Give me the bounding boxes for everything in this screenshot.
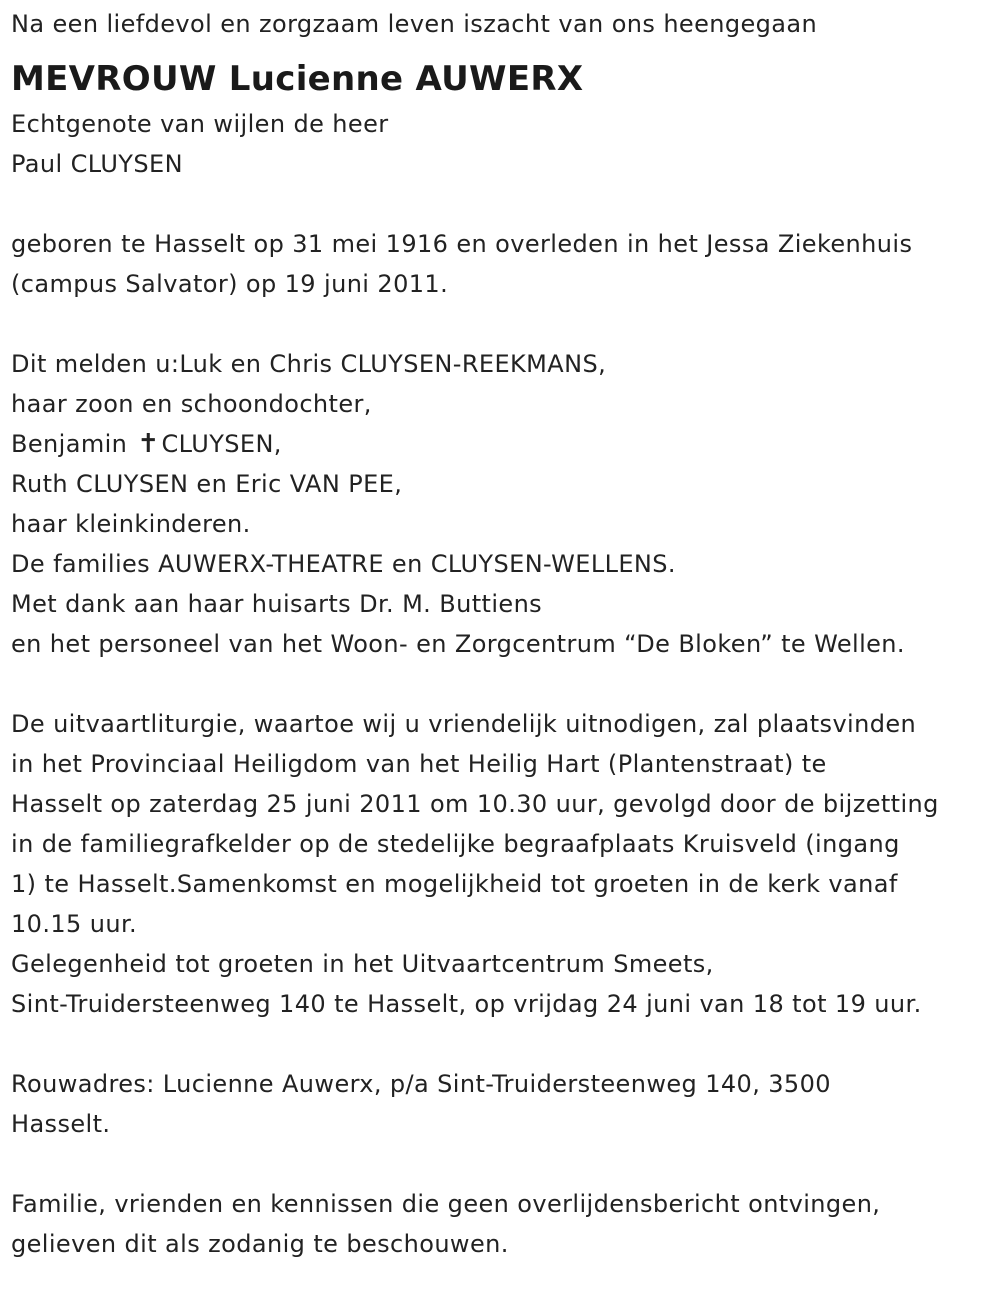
family-line-3 bbox=[11, 424, 990, 464]
funeral-section bbox=[11, 704, 990, 1024]
funeral-line-4: in de familiegrafkelder op de stedelijke begraafplaats Kruisveld (ingang bbox=[11, 830, 900, 858]
funeral-line-7: Gelegenheid tot groeten in het Uitvaartcentrum Smeets, bbox=[11, 950, 714, 978]
intro-line: Na een liefdevol en zorgzaam leven iszacht van ons heengegaan bbox=[11, 10, 818, 38]
funeral-line-5: 1) te Hasselt.Samenkomst en mogelijkheid tot groeten in de kerk vanaf bbox=[11, 870, 898, 898]
closing-line-1: Familie, vrienden en kennissen die geen overlijdensbericht ontvingen, bbox=[11, 1190, 881, 1218]
deceased-name: MEVROUW Lucienne AUWERX bbox=[11, 59, 584, 99]
family-line-2: haar zoon en schoondochter, bbox=[11, 390, 372, 418]
funeral-line-8: Sint-Truidersteenweg 140 te Hasselt, op vrijdag 24 juni van 18 tot 19 uur. bbox=[11, 990, 922, 1018]
grandchild-surname: CLUYSEN, bbox=[161, 430, 282, 458]
spacer bbox=[11, 304, 990, 344]
spacer bbox=[11, 184, 990, 224]
family-line-4: Ruth CLUYSEN en Eric VAN PEE, bbox=[11, 470, 403, 498]
spacer bbox=[11, 1144, 990, 1184]
funeral-line-6: 10.15 uur. bbox=[11, 910, 138, 938]
relation-line-2: Paul CLUYSEN bbox=[11, 150, 183, 178]
relation-line-1: Echtgenote van wijlen de heer bbox=[11, 110, 389, 138]
funeral-line-2: in het Provinciaal Heiligdom van het Heilig Hart (Plantenstraat) te bbox=[11, 750, 827, 778]
cross-icon: ✝ bbox=[137, 429, 160, 459]
family-line-6: De families AUWERX-THEATRE en CLUYSEN-WELLENS. bbox=[11, 550, 676, 578]
funeral-line-3: Hasselt op zaterdag 25 juni 2011 om 10.30 uur, gevolgd door de bijzetting bbox=[11, 790, 939, 818]
closing-section bbox=[11, 1184, 990, 1264]
family-line-1: Dit melden u:Luk en Chris CLUYSEN-REEKMANS, bbox=[11, 350, 607, 378]
family-line-5: haar kleinkinderen. bbox=[11, 510, 251, 538]
address-line-2: Hasselt. bbox=[11, 1110, 111, 1138]
family-section bbox=[11, 344, 990, 664]
spacer bbox=[11, 1024, 990, 1064]
spacer bbox=[11, 664, 990, 704]
address-section bbox=[11, 1064, 990, 1144]
grandchild-name: Benjamin bbox=[11, 430, 128, 458]
birth-death-line-1: geboren te Hasselt op 31 mei 1916 en overleden in het Jessa Ziekenhuis bbox=[11, 230, 913, 258]
funeral-line-1: De uitvaartliturgie, waartoe wij u vriendelijk uitnodigen, zal plaatsvinden bbox=[11, 710, 917, 738]
family-line-8: en het personeel van het Woon- en Zorgcentrum “De Bloken” te Wellen. bbox=[11, 630, 905, 658]
address-line-1: Rouwadres: Lucienne Auwerx, p/a Sint-Truidersteenweg 140, 3500 bbox=[11, 1070, 831, 1098]
closing-line-2: gelieven dit als zodanig te beschouwen. bbox=[11, 1230, 509, 1258]
family-line-7: Met dank aan haar huisarts Dr. M. Buttiens bbox=[11, 590, 543, 618]
birth-death-section bbox=[11, 224, 990, 304]
birth-death-line-2: (campus Salvator) op 19 juni 2011. bbox=[11, 270, 449, 298]
